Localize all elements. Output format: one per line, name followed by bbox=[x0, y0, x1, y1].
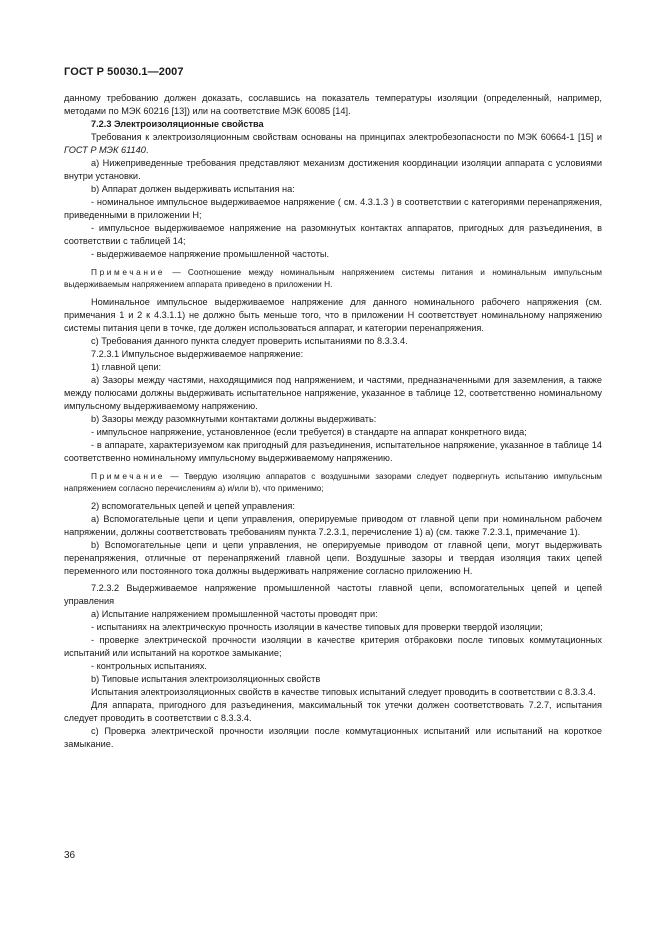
paragraph: 1) главной цепи: bbox=[91, 362, 162, 372]
paragraph: Испытания электроизоляционных свойств в качестве типовых испытаний следует проводить в соответствии с 8.3.3.4. bbox=[91, 687, 596, 697]
paragraph: Номинальное импульсное выдерживаемое напряжение для данного номинального рабочего напряжения (см. примечания 1 и 2 к 4.3.1.1) не должно быть меньше того, что в приложении Н соответствует номинальному напряжению системы питания цепи в точке, где должен использоваться аппарат, и категории перенапряжения. bbox=[64, 297, 602, 333]
list-item: - проверке электрической прочности изоляции в качестве критерия отбраковки после типовых коммутационных испытаний или испытаний на короткое замыкание; bbox=[64, 635, 602, 658]
paragraph: a) Испытание напряжением промышленной частоты проводят при: bbox=[91, 609, 378, 619]
paragraph: b) Вспомогательные цепи и цепи управления, не оперируемые приводом от главной цепи, могут выдерживать перенапряжения, отличные от перенапряжений главной цепи. Воздушные зазоры и твердая изоляция таких цепей переменного или постоянного тока должны выдерживать напряжение согласно приложению Н. bbox=[64, 540, 602, 576]
paragraph: Для аппарата, пригодного для разъединения, максимальный ток утечки должен соответствовать 7.2.7, испытания следует проводить в соответствии с 8.3.3.4. bbox=[64, 700, 602, 723]
paragraph: a) Нижеприведенные требования представляют механизм достижения координации изоляции аппарата с условиями внутри установки. bbox=[64, 158, 602, 181]
standard-reference: ГОСТ Р МЭК 61140 bbox=[64, 145, 146, 155]
note-label: Примечание bbox=[91, 471, 166, 481]
paragraph: c) Требования данного пункта следует проверить испытаниями по 8.3.3.4. bbox=[91, 336, 408, 346]
document-body bbox=[64, 92, 602, 751]
note-text: — Соотношение между номинальным напряжением системы питания и номинальным импульсным выдерживаемым напряжением аппарата приведено в приложении Н. bbox=[64, 267, 602, 289]
paragraph: b) Типовые испытания электроизоляционных свойств bbox=[91, 674, 321, 684]
list-item: - импульсное выдерживаемое напряжение на разомкнутых контактах аппаратов, пригодных для разъединения, в соответствии с таблицей 14; bbox=[64, 223, 602, 246]
standard-header: ГОСТ Р 50030.1—2007 bbox=[64, 66, 184, 78]
paragraph-text: Требования к электроизоляционным свойствам основаны на принципах электробезопасности по МЭК 60664-1 [15] и bbox=[91, 132, 602, 142]
subsection-heading: 7.2.3.1 Импульсное выдерживаемое напряжение: bbox=[91, 349, 304, 359]
list-item: - выдерживаемое напряжение промышленной частоты. bbox=[91, 249, 330, 259]
paragraph-text: . bbox=[145, 145, 149, 155]
paragraph: b) Зазоры между разомкнутыми контактами должны выдерживать: bbox=[91, 414, 377, 424]
paragraph: b) Аппарат должен выдерживать испытания на: bbox=[91, 184, 295, 194]
paragraph: a) Зазоры между частями, находящимися под напряжением, и частями, предназначенными для заземления, а также между полюсами должны выдерживать испытательное напряжение, указанное в таблице 12, соответственно номинальному импульсному выдерживаемому напряжению. bbox=[64, 375, 602, 411]
note-text: — Твердую изоляцию аппаратов с воздушными зазорами следует подвергнуть испытанию импульсным напряжением согласно перечислениям a) и/или b), что применимо; bbox=[64, 471, 602, 493]
page-number: 36 bbox=[64, 850, 76, 861]
paragraph: 2) вспомогательных цепей и цепей управления: bbox=[91, 501, 295, 511]
list-item: - номинальное импульсное выдерживаемое напряжение ( см. 4.3.1.3 ) в соответствии с категориями перенапряжения, приведенными в приложении Н; bbox=[64, 197, 602, 220]
list-item: - в аппарате, характеризуемом как пригодный для разъединения, испытательное напряжение, указанное в таблице 14 соответственно номинальному импульсному выдерживаемому напряжению. bbox=[64, 440, 602, 463]
list-item: - контрольных испытаниях. bbox=[91, 661, 207, 671]
paragraph: данному требованию должен доказать, сославшись на показатель температуры изоляции (определенный, например, методами по МЭК 60216 [13]) или на соответствие МЭК 60085 [14]. bbox=[64, 93, 602, 116]
list-item: - импульсное напряжение, установленное (если требуется) в стандарте на аппарат конкретного вида; bbox=[91, 427, 527, 437]
paragraph: a) Вспомогательные цепи и цепи управления, оперируемые приводом от главной цепи при номинальном рабочем напряжении, должны соответствовать требованиям пункта 7.2.3.1, перечисление 1) a) (см. также 7.2.3.1, примечание 1). bbox=[64, 514, 602, 537]
list-item: - испытаниях на электрическую прочность изоляции в качестве типовых для проверки твердой изоляции; bbox=[91, 622, 543, 632]
note bbox=[64, 470, 602, 494]
note-label: Примечание bbox=[91, 267, 166, 277]
paragraph bbox=[64, 131, 602, 157]
note bbox=[64, 266, 602, 290]
subsection-heading: 7.2.3.2 Выдерживаемое напряжение промышленной частоты главной цепи, вспомогательных цепей и цепей управления bbox=[64, 583, 602, 606]
paragraph: c) Проверка электрической прочности изоляции после коммутационных испытаний или испытаний на короткое замыкание. bbox=[64, 726, 602, 749]
section-heading: 7.2.3 Электроизоляционные свойства bbox=[91, 119, 264, 129]
